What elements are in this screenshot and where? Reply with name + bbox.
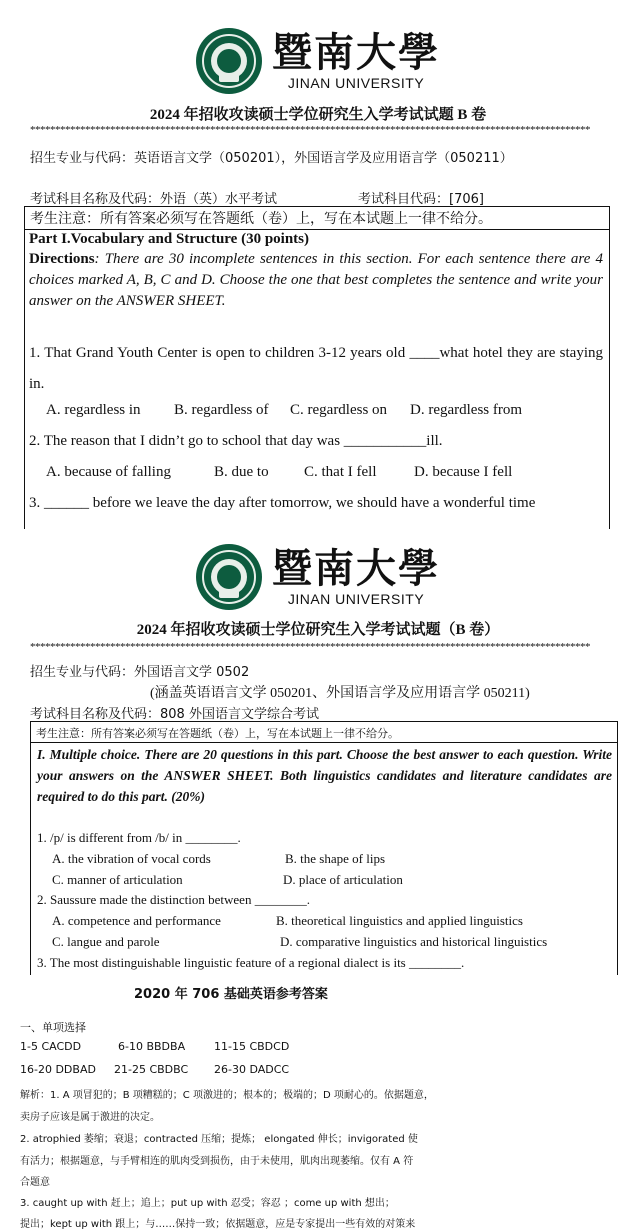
star-separator: **************************************************************************************************************** — [30, 124, 590, 136]
question-3: 3. The most distinguishable linguistic feature of a regional dialect is its ________. — [37, 955, 465, 970]
notice-text: 考生注意：所有答案必须写在答题纸（卷）上，写在本试题上一律不给分。 — [36, 727, 399, 740]
answers-11-15: 11-15 CBDCD — [214, 1040, 290, 1053]
q2-option-a: A. competence and performance — [52, 913, 221, 928]
university-logo — [196, 28, 440, 94]
directions-text: : There are 30 incomplete sentences in this section. For each sentence there are 4 choices marked A, B, C and D. Choose the one that best completes the sentence and write your answer on the ANSWER SHEET. — [29, 251, 603, 309]
star-separator: **************************************************************************************************************** — [30, 641, 590, 653]
university-seal-icon — [196, 28, 262, 94]
answers-21-25: 21-25 CBDBC — [114, 1063, 189, 1076]
brand-english: JINAN UNIVERSITY — [287, 591, 425, 607]
answer-key-title: 2020 年 706 基础英语参考答案 — [134, 987, 328, 1002]
answers-6-10: 6-10 BBDBA — [118, 1040, 186, 1053]
explanation-2a: 2. atrophied 萎缩；衰退；contracted 压缩；提炼； elongated 伸长；invigorated 使 — [20, 1134, 418, 1145]
part-heading: Part I.Vocabulary and Structure (30 points) — [29, 231, 310, 247]
brand-chinese: 暨南大學 — [272, 29, 440, 76]
major-subline: (涵盖英语语言文学 050201、外国语言学及应用语言学 050211) — [150, 686, 530, 701]
question-2: 2. Saussure made the distinction between ________. — [37, 892, 310, 907]
explanation-1b: 卖房子应该是属于激进的决定。 — [20, 1112, 160, 1123]
q1-option-a: A. the vibration of vocal cords — [52, 851, 211, 866]
explanation-2b: 有活力；根据题意，与手臂相连的肌肉受到损伤，由于未使用，肌肉出现萎缩。仅有 A 符 — [20, 1156, 414, 1167]
exam-page-2 — [0, 540, 636, 970]
q1-option-d: D. regardless from — [410, 402, 523, 418]
q1-option-c: C. regardless on — [290, 402, 388, 418]
major-line: 招生专业与代码：英语语言文学（050201），外国语言学及应用语言学（050211） — [30, 151, 513, 166]
q1-option-b: B. the shape of lips — [285, 851, 386, 866]
answers-26-30: 26-30 DADCC — [214, 1063, 290, 1076]
explanation-3a: 3. caught up with 赶上；追上；put up with 忍受；容忍 ；come up with 想出； — [20, 1198, 395, 1209]
exam-page-1 — [0, 0, 636, 510]
q1-option-b: B. regardless of — [174, 402, 269, 418]
university-logo — [196, 544, 440, 610]
q2-option-b: B. due to — [214, 464, 269, 480]
brand-chinese: 暨南大學 — [272, 545, 440, 592]
q2-option-c: C. that I fell — [304, 464, 377, 480]
directions-label: Directions — [29, 251, 95, 267]
exam-title: 2024 年招收攻读硕士学位研究生入学考试试题（B 卷） — [136, 622, 500, 638]
section-heading: 一、单项选择 — [20, 1021, 86, 1034]
q2-option-a: A. because of falling — [46, 464, 171, 480]
answers-16-20: 16-20 DDBAD — [20, 1063, 96, 1076]
question-1: 1. That Grand Youth Center is open to children 3-12 years old ____what hotel they are staying in. — [29, 345, 603, 392]
explanation-2c: 合题意 — [20, 1177, 50, 1188]
major-line: 招生专业与代码：外国语言文学 0502 — [30, 665, 250, 680]
q2-option-d: D. because I fell — [414, 464, 513, 480]
q1-option-a: A. regardless in — [46, 402, 141, 418]
explanation-3b: 提出；kept up with 跟上；与……保持一致；依据题意，应是专家提出一些有效的对策来 — [20, 1219, 416, 1230]
subject-name: 考试科目名称及代码：外语（英）水平考试 — [30, 192, 278, 207]
university-seal-icon — [196, 544, 262, 610]
subject-code: 考试科目代码：[706] — [358, 192, 484, 207]
question-3: 3. ______ before we leave the day after tomorrow, we should have a wonderful time — [29, 495, 536, 511]
q1-option-d: D. place of articulation — [283, 872, 403, 887]
explanation-1a: 解析：1. A 项冒犯的；B 项糟糕的；C 项激进的；根本的；极端的；D 项耐心的。依据题意， — [20, 1090, 434, 1101]
question-2: 2. The reason that I didn’t go to school that day was ___________ill. — [29, 433, 443, 449]
exam-title: 2024 年招收攻读硕士学位研究生入学考试试题 B 卷 — [149, 107, 487, 123]
q2-option-d: D. comparative linguistics and historical linguistics — [280, 934, 548, 949]
notice-text: 考生注意：所有答案必须写在答题纸（卷）上，写在本试题上一律不给分。 — [30, 211, 492, 227]
subject-line: 考试科目名称及代码：808 外国语言文学综合考试 — [30, 707, 319, 722]
q2-option-c: C. langue and parole — [52, 934, 160, 949]
answer-key-page — [0, 975, 636, 1230]
directions — [29, 249, 603, 312]
answers-1-5: 1-5 CACDD — [20, 1040, 82, 1053]
q2-option-b: B. theoretical linguistics and applied linguistics — [276, 913, 523, 928]
q1-option-c: C. manner of articulation — [52, 872, 183, 887]
instructions: I. Multiple choice. There are 20 questions in this part. Choose the best answer to each question. Write your answers on the ANSWER SHEET. Both linguistics candidates and literature candidates are required to do this part. (20%) — [37, 747, 612, 804]
question-1: 1. /p/ is different from /b/ in ________. — [37, 830, 241, 845]
brand-english: JINAN UNIVERSITY — [287, 75, 425, 91]
